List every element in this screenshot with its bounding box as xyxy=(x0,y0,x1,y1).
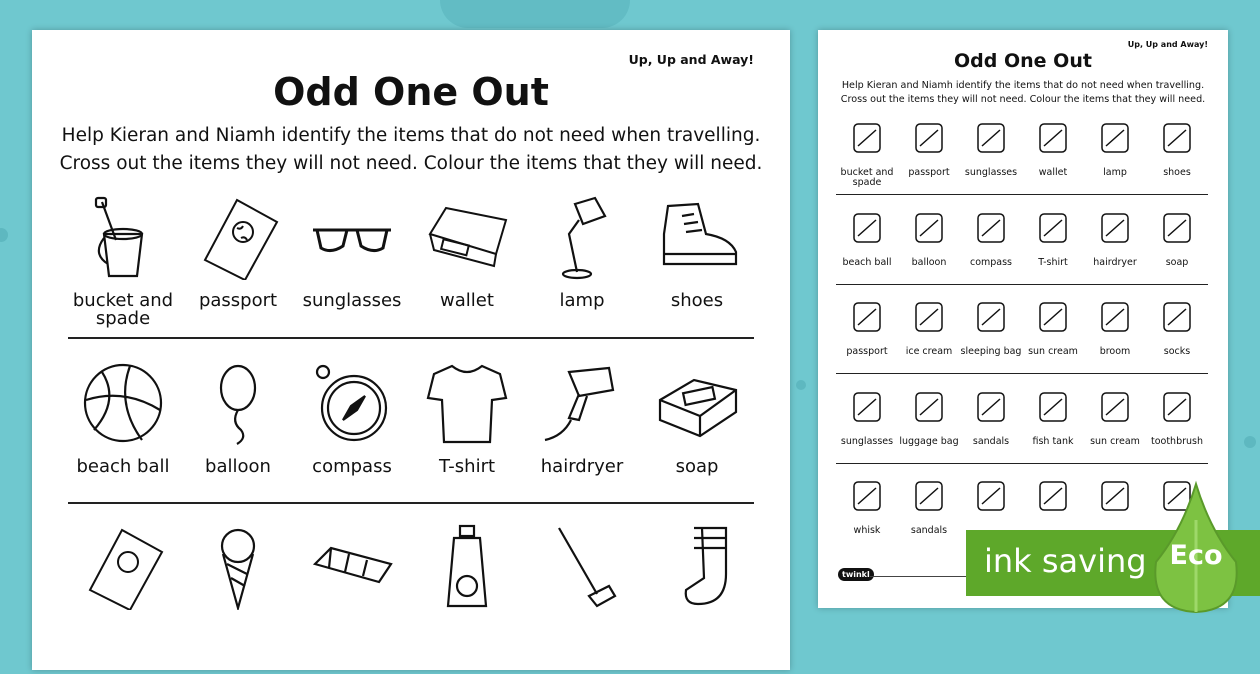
item-label: bucket and spade xyxy=(72,290,174,329)
item-icon xyxy=(848,295,886,339)
item-cell xyxy=(66,194,180,344)
background-bubble xyxy=(1244,436,1256,448)
item-icon xyxy=(1034,295,1072,339)
item-icon xyxy=(910,474,948,518)
item-icon xyxy=(1158,385,1196,429)
item-cell xyxy=(1022,206,1084,290)
worksheet-title: Odd One Out xyxy=(954,50,1092,72)
item-row xyxy=(66,194,756,344)
item-cell xyxy=(295,360,409,510)
background-bubble xyxy=(796,380,806,390)
item-row xyxy=(836,206,1208,290)
item-label: whisk xyxy=(853,525,881,536)
item-cell xyxy=(410,194,524,344)
item-cell xyxy=(836,116,898,200)
item-icon xyxy=(972,474,1010,518)
item-cell xyxy=(1022,116,1084,200)
item-label: lamp xyxy=(1103,167,1127,178)
item-icon xyxy=(910,385,948,429)
item-cell xyxy=(836,206,898,290)
item-cell xyxy=(525,524,639,674)
balloon-icon xyxy=(195,360,281,446)
item-icon xyxy=(1158,295,1196,339)
item-cell xyxy=(836,474,898,558)
sunglasses-icon xyxy=(309,194,395,280)
row-divider xyxy=(836,463,1208,464)
background-bubble xyxy=(0,228,8,242)
item-label: balloon xyxy=(911,257,947,268)
item-cell xyxy=(898,116,960,200)
row-divider xyxy=(836,194,1208,195)
item-cell xyxy=(525,194,639,344)
item-icon xyxy=(972,385,1010,429)
item-label: soap xyxy=(675,456,719,477)
t-shirt-icon xyxy=(424,360,510,446)
item-row xyxy=(66,524,756,674)
item-cell xyxy=(898,385,960,469)
item-cell xyxy=(898,206,960,290)
item-icon xyxy=(910,206,948,250)
worksheet-tag: Up, Up and Away! xyxy=(1127,40,1208,49)
worksheet-preview-large xyxy=(32,30,790,670)
item-label: fish tank xyxy=(1032,436,1074,447)
item-row xyxy=(836,295,1208,379)
item-label: sun cream xyxy=(1090,436,1140,447)
item-cell xyxy=(295,194,409,344)
item-label: socks xyxy=(1163,346,1191,357)
ink-saving-text: ink saving xyxy=(984,542,1147,580)
item-icon xyxy=(1096,474,1134,518)
item-cell xyxy=(181,360,295,510)
lamp-icon xyxy=(539,194,625,280)
item-cell xyxy=(640,194,754,344)
item-label: broom xyxy=(1099,346,1131,357)
item-row xyxy=(836,116,1208,200)
item-cell xyxy=(66,360,180,510)
item-icon xyxy=(1096,385,1134,429)
hairdryer-icon xyxy=(539,360,625,446)
item-cell xyxy=(960,206,1022,290)
item-icon xyxy=(1096,295,1134,339)
item-icon xyxy=(972,206,1010,250)
item-cell xyxy=(1084,385,1146,469)
item-cell xyxy=(410,360,524,510)
item-cell xyxy=(410,524,524,674)
item-cell xyxy=(960,295,1022,379)
item-cell xyxy=(960,116,1022,200)
item-cell xyxy=(66,524,180,674)
item-cell xyxy=(1146,206,1208,290)
worksheet-instructions: Help Kieran and Niamh identify the items that do not need when travelling. Cross out the items they will not need. Colour the items that they will need. xyxy=(59,125,763,174)
item-label: luggage bag xyxy=(899,436,959,447)
item-label: sleeping bag xyxy=(960,346,1022,357)
item-cell xyxy=(525,360,639,510)
twinkl-logo: twinkl xyxy=(838,568,874,581)
item-cell xyxy=(640,524,754,674)
item-label: wallet xyxy=(1038,167,1068,178)
item-label: sandals xyxy=(972,436,1010,447)
item-label: balloon xyxy=(205,456,271,477)
item-cell xyxy=(1022,385,1084,469)
item-cell xyxy=(1146,385,1208,469)
row-divider xyxy=(836,373,1208,374)
item-label: sunglasses xyxy=(840,436,894,447)
item-label: T-shirt xyxy=(1038,257,1068,268)
item-label: hairdryer xyxy=(540,456,624,477)
item-icon xyxy=(848,206,886,250)
item-label: lamp xyxy=(559,290,605,311)
item-icon xyxy=(1158,116,1196,160)
shoes-icon xyxy=(654,194,740,280)
item-icon xyxy=(848,474,886,518)
item-label: soap xyxy=(1165,257,1189,268)
item-icon xyxy=(910,295,948,339)
row-divider xyxy=(68,502,754,504)
item-label: passport xyxy=(198,290,278,311)
item-icon xyxy=(848,385,886,429)
item-icon xyxy=(1034,385,1072,429)
item-label: beach ball xyxy=(76,456,170,477)
beach-ball-icon xyxy=(80,360,166,446)
item-cell xyxy=(1084,206,1146,290)
passport-icon xyxy=(80,524,166,610)
item-cell xyxy=(836,295,898,379)
item-label: ice cream xyxy=(905,346,953,357)
item-label: sandals xyxy=(910,525,948,536)
item-cell xyxy=(960,385,1022,469)
item-cell xyxy=(295,524,409,674)
item-label: toothbrush xyxy=(1150,436,1204,447)
item-icon xyxy=(1034,474,1072,518)
item-cell xyxy=(1146,116,1208,200)
sleeping-bag-icon xyxy=(309,524,395,610)
item-cell xyxy=(1084,295,1146,379)
item-icon xyxy=(1034,206,1072,250)
sun-cream-icon xyxy=(424,524,510,610)
item-label: compass xyxy=(969,257,1013,268)
item-cell xyxy=(181,194,295,344)
item-cell xyxy=(836,385,898,469)
item-label: wallet xyxy=(440,290,494,311)
passport-icon xyxy=(195,194,281,280)
item-label: compass xyxy=(312,456,392,477)
eco-badge-label: Eco xyxy=(1169,540,1223,571)
ice-cream-icon xyxy=(195,524,281,610)
item-icon xyxy=(1158,206,1196,250)
item-cell xyxy=(898,474,960,558)
item-label: passport xyxy=(908,167,950,178)
item-cell xyxy=(1022,295,1084,379)
item-label: sunglasses xyxy=(302,290,402,311)
item-label: hairdryer xyxy=(1093,257,1137,268)
item-cell xyxy=(1084,116,1146,200)
row-divider xyxy=(836,284,1208,285)
item-cell xyxy=(181,524,295,674)
item-label: sunglasses xyxy=(964,167,1018,178)
socks-icon xyxy=(654,524,740,610)
soap-icon xyxy=(654,360,740,446)
item-label: shoes xyxy=(1163,167,1191,178)
item-row xyxy=(66,360,756,510)
worksheet-tag: Up, Up and Away! xyxy=(628,52,754,67)
item-icon xyxy=(972,116,1010,160)
worksheet-title: Odd One Out xyxy=(273,70,549,114)
item-label: sun cream xyxy=(1028,346,1078,357)
bucket-and-spade-icon xyxy=(80,194,166,280)
item-icon xyxy=(1096,206,1134,250)
worksheet-instructions: Help Kieran and Niamh identify the items that do not need when travelling. Cross out the items they will not need. Colour the items that they will need. xyxy=(840,80,1206,105)
item-label: T-shirt xyxy=(438,456,496,477)
item-icon xyxy=(1034,116,1072,160)
item-icon xyxy=(848,116,886,160)
item-icon xyxy=(910,116,948,160)
item-icon xyxy=(1096,116,1134,160)
item-label: shoes xyxy=(670,290,724,311)
wallet-icon xyxy=(424,194,510,280)
item-cell xyxy=(898,295,960,379)
background-cloud-shape xyxy=(440,0,630,28)
item-row xyxy=(836,385,1208,469)
item-label: passport xyxy=(846,346,888,357)
compass-icon xyxy=(309,360,395,446)
item-label: beach ball xyxy=(842,257,892,268)
item-cell xyxy=(640,360,754,510)
item-cell xyxy=(1146,295,1208,379)
item-icon xyxy=(972,295,1010,339)
item-label: bucket and spade xyxy=(840,167,894,188)
broom-icon xyxy=(539,524,625,610)
row-divider xyxy=(68,337,754,339)
